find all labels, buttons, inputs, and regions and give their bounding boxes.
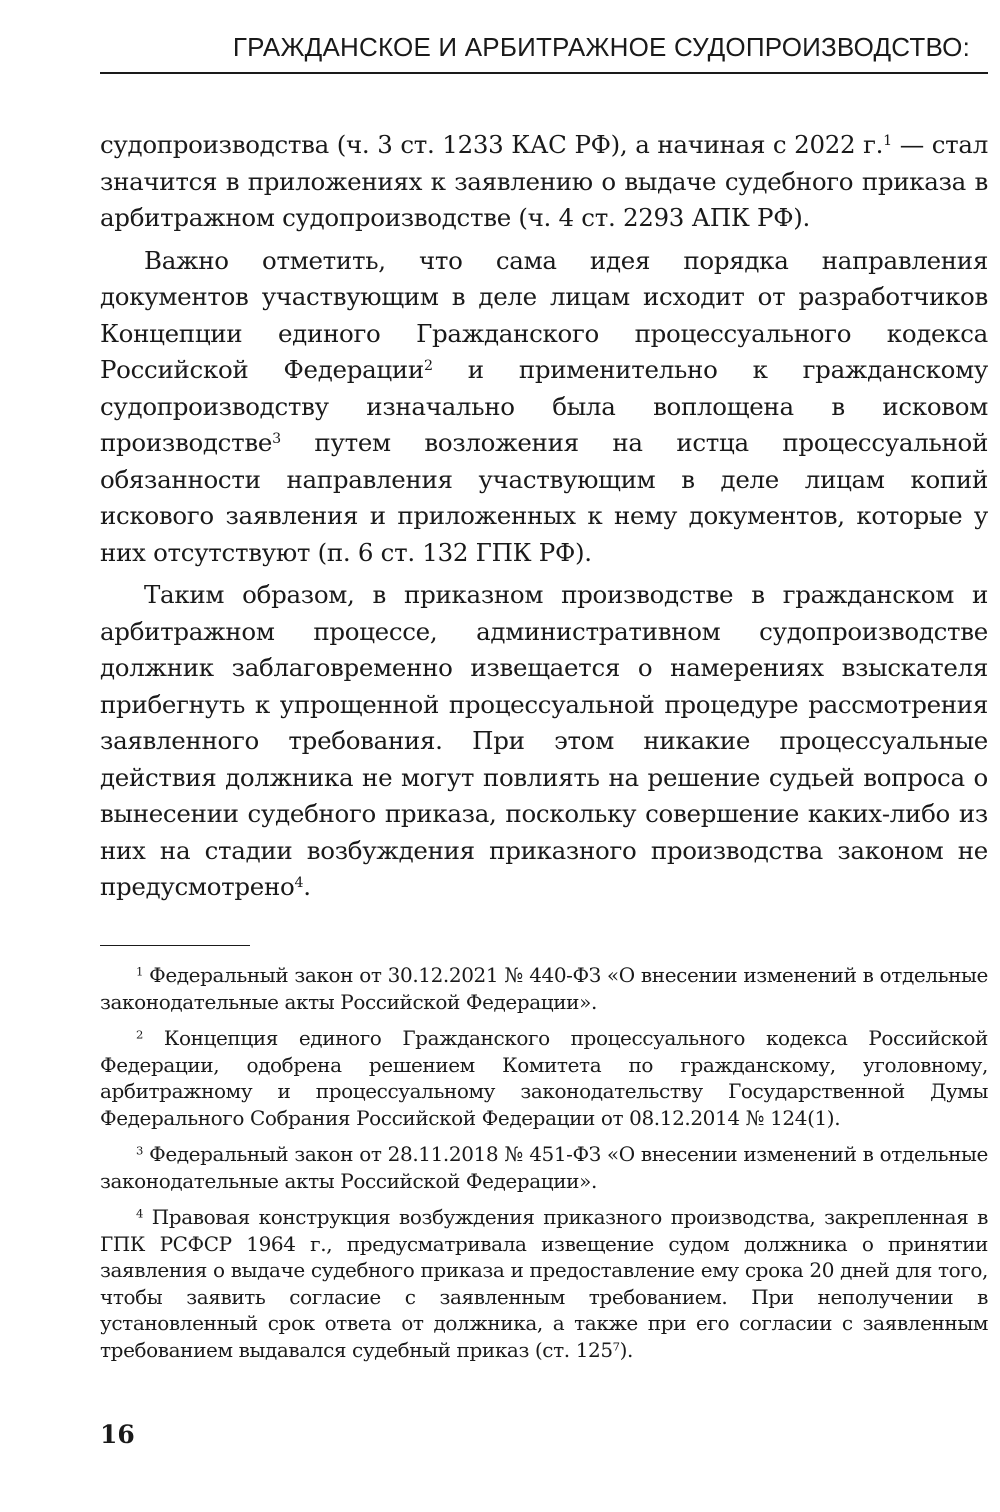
footnote-2 [100, 1025, 988, 1131]
footnote-text-2: Концепция единого Гражданского процессуального кодекса Российской Федерации, одобрена решением Комитета по гражданскому, уголовному, арбитражному и процессуальному законодательству Государственной Думы Федерального Собрания Российской Федерации от 08.12.2014 № 124(1). [100, 1026, 988, 1130]
paragraph-2 [100, 243, 988, 572]
paragraph-3-text-b: . [303, 872, 311, 901]
footnote-separator [100, 945, 250, 946]
footnotes [100, 962, 988, 1363]
running-title: ГРАЖДАНСКОЕ И АРБИТРАЖНОЕ СУДОПРОИЗВОДСТВО: [232, 32, 970, 62]
footnote-3 [100, 1141, 988, 1194]
page-number: 16 [100, 1420, 135, 1449]
running-header [100, 30, 988, 64]
footnote-mark-1: 1 [136, 964, 143, 979]
footnote-ref-4: 4 [294, 875, 304, 892]
footnote-mark-4: 4 [136, 1206, 143, 1221]
footnote-4 [100, 1204, 988, 1363]
paragraph-1-text-a: судопроизводства (ч. 3 ст. 1233 КАС РФ), а начиная с 2022 г. [100, 130, 884, 159]
footnote-1 [100, 962, 988, 1015]
paragraph-3 [100, 577, 988, 906]
footnote-text-3: Федеральный закон от 28.11.2018 № 451-ФЗ «О внесении изменений в отдельные законодательные акты Российской Федерации». [100, 1142, 988, 1193]
footnote-text-1: Федеральный закон от 30.12.2021 № 440-ФЗ «О внесении изменений в отдельные законодательные акты Российской Федерации». [100, 963, 988, 1014]
footnote-ref-2: 2 [423, 358, 433, 375]
footnote-ref-1: 1 [883, 133, 892, 150]
footnote-text-4-tail: ). [619, 1337, 634, 1362]
footnote-4-inner-sup: 7 [612, 1339, 620, 1354]
footnote-mark-2: 2 [136, 1027, 143, 1042]
paragraph-1 [100, 127, 988, 237]
paragraph-2-text-b: и применительно к гражданскому судопроизводству изначально была воплощена в исковом производстве [100, 355, 988, 457]
footnote-mark-3: 3 [136, 1143, 143, 1158]
footnote-ref-3: 3 [272, 431, 281, 448]
header-rule [100, 72, 988, 74]
paragraph-3-text-a: Таким образом, в приказном производстве в гражданском и арбитражном процессе, административном судопроизводстве должник заблаговременно извещается о намерениях взыскателя прибегнуть к упрощенной процессуальной процедуре рассмотрения заявленного требования. При этом никакие процессуальные действия должника не могут повлиять на решение судьей вопроса о вынесении судебного приказа, поскольку совершение каких-либо из них на стадии возбуждения приказного производства законом не предусмотрено [100, 580, 988, 901]
main-text [100, 127, 988, 906]
paragraph-2-text-c: путем возложения на истца процессуальной обязанности направления участвующим в деле лицам копий искового заявления и приложенных к нему документов, которые у них отсутствуют (п. 6 ст. 132 ГПК РФ). [100, 428, 988, 567]
footnote-text-4: Правовая конструкция возбуждения приказного производства, закрепленная в ГПК РСФСР 1964 г., предусматривала извещение судом должника о принятии заявления о выдаче судебного приказа и предоставление ему срока 20 дней для того, чтобы заявить согласие с заявленным требованием. При неполучении в установленный срок ответа от должника, а также при его согласии с заявленным требованием выдавался судебный приказ (ст. 125 [100, 1205, 988, 1362]
paragraph-2-text-a: Важно отметить, что сама идея порядка направления документов участвующим в деле лицам исходит от разработчиков Концепции единого Гражданского процессуального кодекса Российской Федерации [100, 245, 988, 384]
paragraph-1-text-b: — стал значится в приложениях к заявлению о выдаче судебного приказа в арбитражном судопроизводстве (ч. 4 ст. 2293 АПК РФ). [100, 130, 989, 232]
